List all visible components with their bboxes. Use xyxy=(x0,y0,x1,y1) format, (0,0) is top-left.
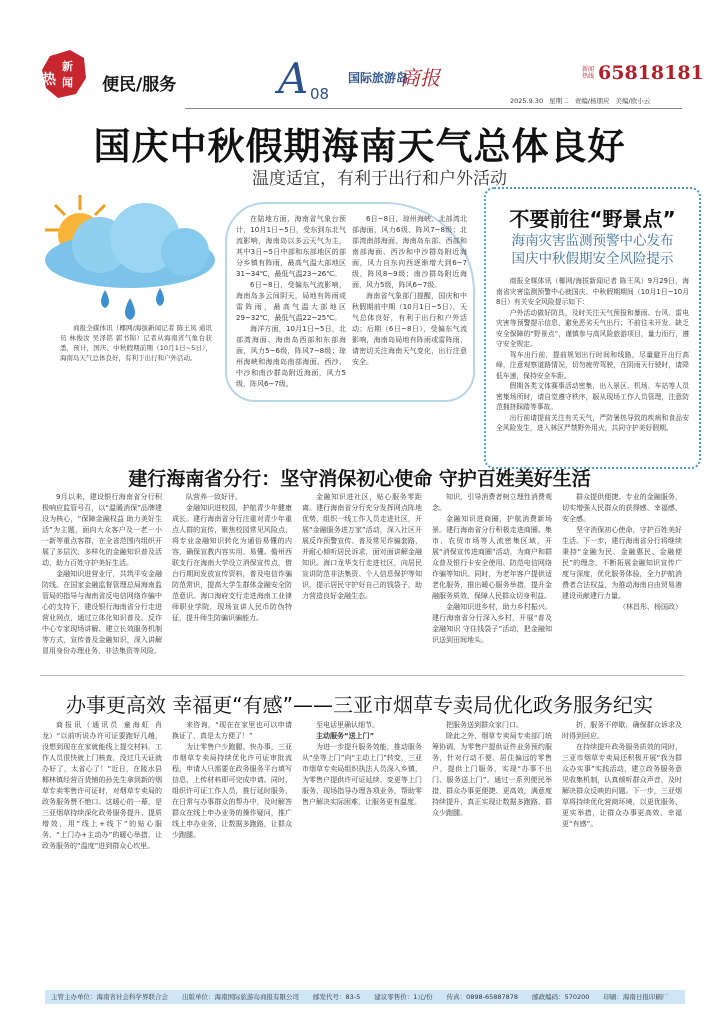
tobacco-headline: 办事更高效 幸福更“有感”——三亚市烟草专卖局优化政务服务纪实 xyxy=(65,693,654,717)
editor: 责编/杨朋应 xyxy=(574,97,610,105)
bank-column-2: 队营养一致好评。 金融知识进校园，护航青少年健康成长。建行海南省分行注重对青少年重点人群的宣传，聚焦校园常见风险点，将专业金融知识转化为通俗易懂的内容，确保宣教内容实用、易懂。儋州西联支行在海南大学设立消保宣传点，借台行期间发放宣传资料，普及电信诈骗防范常识，提高大学生群体金融安全防范意识。海口海府支行走进海南工业律师职业学院，现场宣讲人民币防伪特征，提升师生防骗识骗能力。 xyxy=(172,493,292,622)
weather-illustration-icon xyxy=(20,190,230,344)
lead-headline: 国庆中秋假期海南天气总体良好 xyxy=(93,125,626,168)
bank-column-5: 群众提供便捷、专业的金融服务，切实增强人民群众的获得感、幸福感、安全感。 坚守消保初心使命，守护百姓美好生活。下一步，建行海南省分行将继续秉持“金融为民、金融惠民、金融便民”的理念，不断拓展金融知识宣传广度与深度，优化服务体验，全力护航消费者合法权益，为推动海南自由贸易港建设贡献建行力量。 （林昌彤、杨国政） xyxy=(562,493,682,611)
bank-column-4: 知识，引导消费者树立理性消费观念。 金融知识进商圈，护航消费新场景。建行海南省分行积极走进商圈、集市、农贸市场等人流密集区域，开展“消保宣传进商圈”活动，为商户和群众普及银行卡安全使用、防范电信网络诈骗等知识。同时，为老年客户提供适老化服务，推出暖心服务举措，提升金融服务质效，保障人民群众切身利益。 金融知识进乡村，助力乡村振兴。建行海南省分行深入乡村，开展“普及金融知识 守住钱袋子”活动，把金融知识送到田间地头。 xyxy=(432,493,552,644)
tobacco-column-5: 折，服务不停歇，确保群众诉求及时得到回应。 在持续提升政务服务质效的同时，三亚市烟草专卖局还积极开展“我为群众办实事”实践活动，建立政务服务意见收集机制，认真倾听群众声音，及时解决群众反映的问题。下一步，三亚烟草将持续优化营商环境，以更优服务、更实举措，让群众办事更高效、幸福更“有感”。 xyxy=(562,721,682,828)
issue-date: 2025.9.30 xyxy=(510,97,544,105)
lead-intro: 商报全媒体讯（椰网/海拔新闻记者 陈王凤 通讯员 林俊汝 吴泽铭 郭书锦）记者从海南省气象台获悉，预计，国庆、中秋假期前期（10月1日~5日），海南岛天气总体良好，有利于出行和户外活动。 xyxy=(60,324,212,362)
tobacco-column-3: 至电话里确认细节。 主动服务“送上门” 为进一步提升服务效能，推动服务从“坐等上门”向“主动上门”转变，三亚市烟草专卖局组织执法人员深入乡镇，为零售户提供许可证延续、变更等上门服务，现场指导办理各项业务，帮助零售户解决实际困难，让服务更有温度。 xyxy=(302,721,422,806)
bank-column-1: 9月以来，建设银行海南省分行积极响应监管号召，以“温暖消保”品牌建设为核心，“保障金融权益 助力美好生活”为主题，面向大众客户及一老一小一新等重点客群，在全省范围内组织开展了多层次、多样化的金融知识普及活动，助力百姓守护美好生活。 金融知识进营业厅，共筑平安金融防线。在国家金融监督管理总局海南监管局的指导与海南省反电信网络诈骗中心的支持下，建设银行海南省分行走进营业网点，通过立体化知识普及、反诈中心专家现场讲解、建立长效服务机制等方式，宣传普及金融知识，深入讲解冒用身份办理业务、非法集资等风险。 xyxy=(42,493,162,655)
svg-text:新: 新 xyxy=(62,60,73,73)
issue-weekday: 星期二 xyxy=(549,97,569,105)
notice-subtitle-1: 海南灾害监测预警中心发布 xyxy=(511,233,674,249)
paper-name: 国际旅游岛 xyxy=(348,71,409,85)
hotline-number: 65818181 xyxy=(598,62,704,84)
lead-subheadline: 温度适宜，有利于出行和户外活动 xyxy=(252,169,507,189)
footer-price: 建议零售价：1元/份 xyxy=(374,993,433,1001)
bank-headline: 建行海南省分行：坚守消保初心使命 守护百姓美好生活 xyxy=(128,468,591,490)
lead-column-1: 在陆地方面，海南省气象台预计，10月1日~5日，受东到东北气流影响，海南岛以多云天气为主，其中3日~5日中部和东部地区的部分乡镇有阵雨，最高气温大部地区31~34℃，最低气温23~26℃。 6日~8日，受偏东气流影响，海南岛多云间阴天，局地有阵雨或雷阵雨，最高气温大部地区29~32℃，最低气温22~25℃。 海洋方面，10月1日~5日，北部湾海面、海南岛西部和东部海面，风力5~6级，阵风7~8级；琼州海峡和海南岛南部海面、西沙、中沙和南沙群岛附近海面，风力5级，阵风6~7级。 xyxy=(236,215,346,388)
newspaper-logo xyxy=(40,48,90,100)
paper-brand: 商报 xyxy=(400,66,440,90)
safety-notice-box xyxy=(484,187,701,469)
designer: 美编/欧小云 xyxy=(615,97,651,105)
page-letter: A xyxy=(278,54,309,103)
tobacco-column-1: 商报讯（通讯员 童海虹 肖龙）“以前听说办许可证要跑好几趟，没想到现在在家就能线上提交材料，工作人员很快就上门核查，没过几天证就办好了，太省心了！”近日，在陵水县椰林镇经营百货铺的孙先生拿到新的烟草专卖零售许可证时，对烟草专卖局的政务服务赞不绝口。这暖心的一幕，是三亚烟草持续深化政务服务提升、提质增效，用“线上+线下”的贴心服务、“上门办+主动办”的暖心举措，让政务服务的“温度”进到群众心坎里。 xyxy=(42,721,162,850)
section-title: 便民/服务 xyxy=(102,75,177,95)
article-divider xyxy=(40,675,685,676)
footer-zip: 邮政编码：570200 xyxy=(532,993,590,1001)
lead-column-2: 6日~8日，琼州海峡、北部湾北部海面，风力6级、阵风7~8级；北部湾南部海面、海南岛东部、西部和南部海面、西沙和中沙群岛附近海面，风力自东向西逐渐增大到6~7级，阵风8~9级；南沙群岛附近海面，风力5级，阵风6~7级。 海南省气象部门提醒，国庆和中秋假期前中期（10月1日~5日），天气总体良好，有利于出行和户外活动；后期（6日~8日），受偏东气流影响，海南岛局地有阵雨或雷阵雨，请密切关注海南天气变化，出行注意安全。 xyxy=(352,215,467,366)
svg-text:闻: 闻 xyxy=(62,76,73,89)
footer-printer: 印刷：海南日报印刷厂 xyxy=(603,993,669,1001)
issue-meta xyxy=(510,96,650,105)
page-number: 08 xyxy=(310,85,330,103)
notice-body: 商报全媒体讯（椰网/海拔新闻记者 陈王凤）9月29日，海南省灾害监测预警中心就国庆、中秋假期期间（10月1日~10月8日）有关安全风险提示如下： 户外活动做好防具，及时关注天气预报和暴雨、台风、雷电灾害等预警提示信息，避免恶劣天气出行；不前往未开发、缺乏安全保障的“野景点”，谨慎参与高风险旅游项目，量力而行，遵守安全规定。 驾车出行前，提前规划出行时间和线路，尽量避开出行高峰，注意观察道路情况，切勿疲劳驾驶，在阴雨天行驶时，请降低车速，保持安全车距。 假期各类文体赛事活动密集，出入景区、机场、车站等人员密集场所时，请自觉遵守秩序，服从现场工作人员管理，注意防范拥挤踩踏等事故。 出行前请提前关注有关天气，严防暑热导致的疾病和食品安全风险发生，进入林区严禁野外用火，共同守护美好假期。 xyxy=(496,277,689,432)
footer-publisher: 出版单位：海南国际旅游岛商报有限公司 xyxy=(182,993,299,1001)
tobacco-column-4: 把服务送到群众家门口。 除此之外，烟草专卖局专卖部门统筹协调，为零售户提供证件业务预约服务，针对行动不便、居住偏远的零售户，提供上门服务，实现“办事不出门、服务送上门”。通过一系列便民举措，群众办事更便捷、更高效，满意度持续提升，真正实现让数据多跑路、群众少跑腿。 xyxy=(432,721,552,817)
footer-sponsor: 主管主办单位：海南省社会科学界联合会 xyxy=(51,993,168,1001)
hotline-label: 新闻热线 xyxy=(582,66,595,80)
header-rule xyxy=(185,108,682,109)
footer-postal-code: 邮发代号：83-5 xyxy=(313,993,361,1001)
svg-text:热: 热 xyxy=(42,72,56,88)
footer-fax: 传真：0898-65887878 xyxy=(446,993,519,1001)
bank-column-3: 金融知识进社区，贴心服务零距离。建行海南省分行充分发挥网点阵地优势，组织一线工作人员走进社区，开展“金融服务进万家”活动，深入社区开展反诈预警宣传、普及常见诈骗套路，并耐心倾听居民诉求，面对面讲解金融知识。海口龙华支行走进社区，向居民宣讲防范非法集资、个人信息保护等知识，提示居民守护好自己的钱袋子，助力营造良好金融生态。 xyxy=(302,493,422,600)
notice-title: 不要前往“野景点” xyxy=(509,207,676,231)
imprint-footer xyxy=(45,990,685,1004)
tobacco-column-2: 来咨询，“现在在家里也可以申请换证了，真是太方便了！” 为让零售户少跑腿、快办事，三亚市烟草专卖局持续优化许可证审批流程，申请人只需要在政务服务平台填写信息，上传材料即可完成申请。同时，组织许可证工作人员，推行延时服务，在日常与办事群众的帮办中，及时解答群众在线上申办业务的操作疑问，推广线上申办业务，让数据多跑路，让群众少跑腿。 xyxy=(172,721,292,839)
notice-subtitle-2: 国庆中秋假期安全风险提示 xyxy=(511,251,674,267)
